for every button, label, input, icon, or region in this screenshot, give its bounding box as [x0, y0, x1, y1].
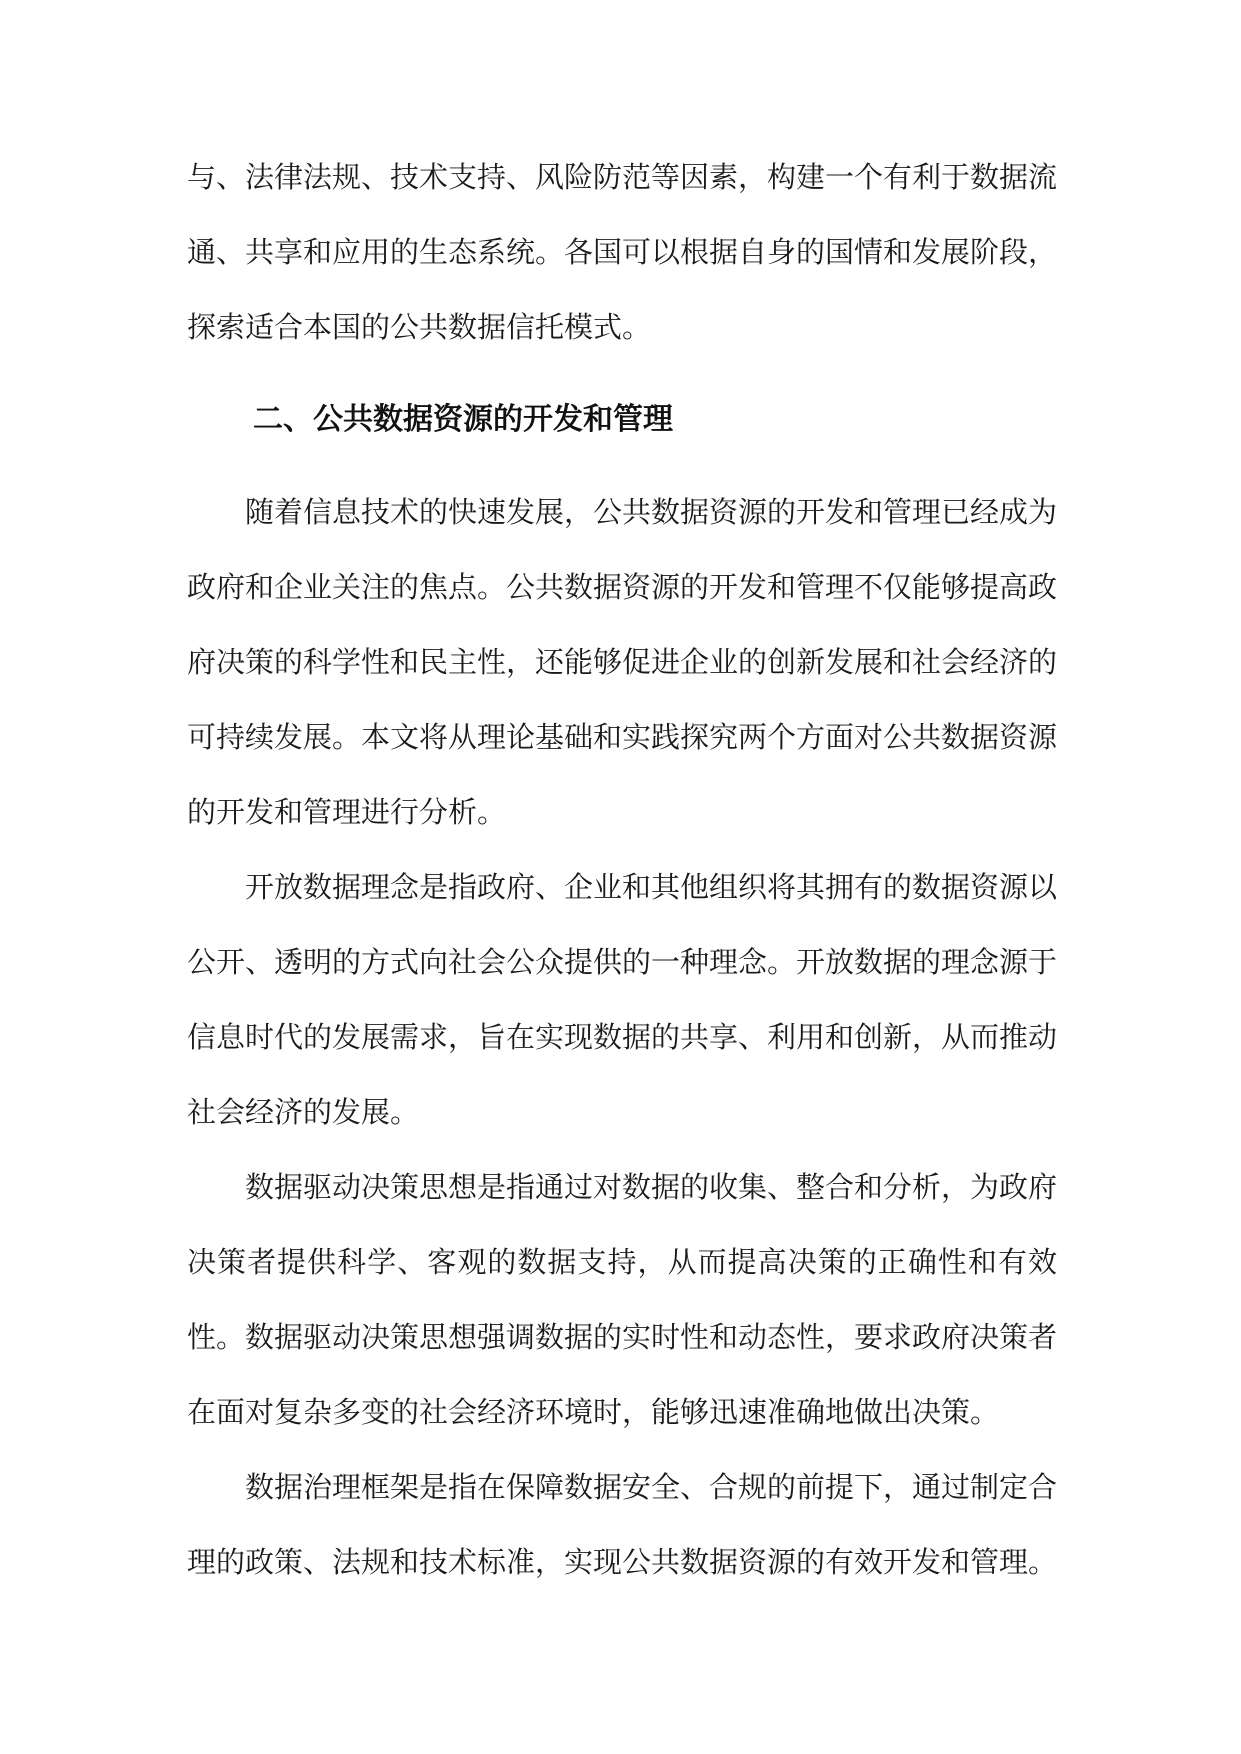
- body-paragraph-1: 随着信息技术的快速发展，公共数据资源的开发和管理已经成为政府和企业关注的焦点。公共数据资源的开发和管理不仅能够提高政府决策的科学性和民主性，还能够促进企业的创新发展和社会经济的可持续发展。本文将从理论基础和实践探究两个方面对公共数据资源的开发和管理进行分析。: [187, 495, 1058, 829]
- continued-paragraph: 与、法律法规、技术支持、风险防范等因素，构建一个有利于数据流通、共享和应用的生态系统。各国可以根据自身的国情和发展阶段，探索适合本国的公共数据信托模式。: [187, 160, 1058, 344]
- document-body: [187, 140, 1057, 1600]
- body-paragraph-2: 开放数据理念是指政府、企业和其他组织将其拥有的数据资源以公开、透明的方式向社会公众提供的一种理念。开放数据的理念源于信息时代的发展需求，旨在实现数据的共享、利用和创新，从而推动社会经济的发展。: [187, 870, 1058, 1129]
- body-paragraph-3: 数据驱动决策思想是指通过对数据的收集、整合和分析，为政府决策者提供科学、客观的数据支持，从而提高决策的正确性和有效性。数据驱动决策思想强调数据的实时性和动态性，要求政府决策者在面对复杂多变的社会经济环境时，能够迅速准确地做出决策。: [187, 1170, 1058, 1429]
- body-paragraph-4: 数据治理框架是指在保障数据安全、合规的前提下，通过制定合理的政策、法规和技术标准，实现公共数据资源的有效开发和管理。: [187, 1470, 1058, 1579]
- section-heading: 二、公共数据资源的开发和管理: [253, 402, 673, 437]
